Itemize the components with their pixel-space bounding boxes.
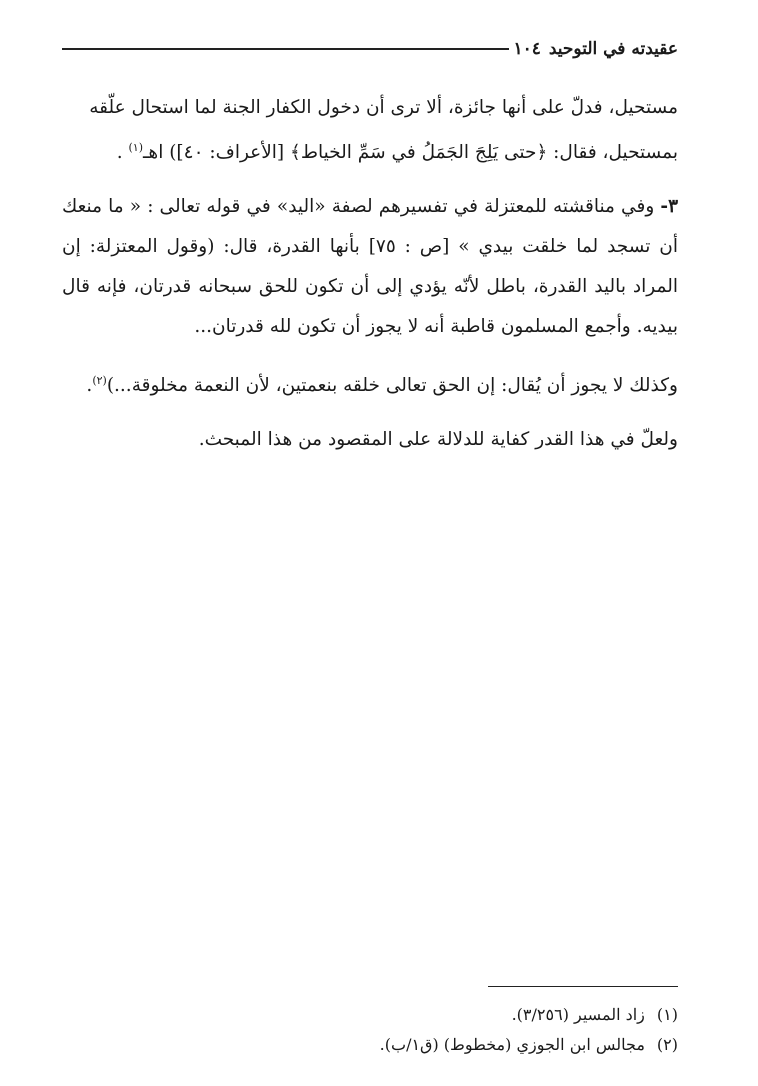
footnote-ref-2: (٢)	[92, 374, 107, 388]
header-row	[62, 39, 678, 59]
main-text	[62, 88, 678, 474]
paragraph-4-text: ولعلّ في هذا القدر كفاية للدلالة على المقصود من هذا المبحث.	[198, 429, 678, 451]
paragraph-1	[62, 88, 678, 173]
paragraph-3	[62, 361, 678, 406]
paragraph-3-end: .	[86, 375, 93, 397]
paragraph-1-line-1: مستحيل، فدلّ على أنها جائزة، ألا ترى أن دخول الكفار الجنة لما استحال علّقه	[89, 97, 678, 118]
header-title: عقيدته في التوحيد	[548, 39, 678, 59]
footnote-1-text: زاد المسير (٣/٢٥٦).	[511, 1005, 645, 1024]
footnote-1	[62, 1000, 678, 1030]
running-header	[62, 34, 678, 64]
paragraph-2-text: وفي مناقشته للمعتزلة في تفسيرهم لصفة «اليد» في قوله تعالى : « ما منعك أن تسجد لما خلقت بيدي » [ص : ٧٥] بأنها القدرة، قال: (وقول المعتزلة: إن المراد باليد القدرة، باطل لأنّه يؤدي إلى أن تكون للحق سبحانه قدرتان، فإنه قال بيديه. وأجمع المسلمون قاطبة أنه لا يجوز أن تكون لله قدرتان...	[62, 196, 678, 338]
paragraph-2	[62, 187, 678, 347]
footnote-1-marker: (١)	[656, 1005, 678, 1024]
footnote-2	[62, 1030, 678, 1060]
paragraph-1-line-2: بمستحيل، فقال: ﴿حتى يَلِجَ الجَمَلُ في سَمِّ الخياط﴾ [الأعراف: ٤٠]) اهـ	[143, 142, 678, 164]
footnote-ref-1: (١)	[128, 141, 144, 154]
item-number-3: ٣-	[660, 196, 678, 218]
footnote-2-text: مجالس ابن الجوزي (مخطوط) (ق١/ب).	[379, 1035, 645, 1054]
paragraph-4	[62, 420, 678, 460]
paragraph-1-end: .	[116, 142, 129, 164]
footnote-2-marker: (٢)	[656, 1035, 678, 1054]
header-rule	[62, 48, 509, 50]
footnotes	[62, 1000, 678, 1060]
footnote-rule	[488, 986, 678, 987]
paragraph-3-text: وكذلك لا يجوز أن يُقال: إن الحق تعالى خلقه بنعمتين، لأن النعمة مخلوقة...)	[106, 375, 678, 397]
page-number: ١٠٤	[513, 39, 541, 59]
